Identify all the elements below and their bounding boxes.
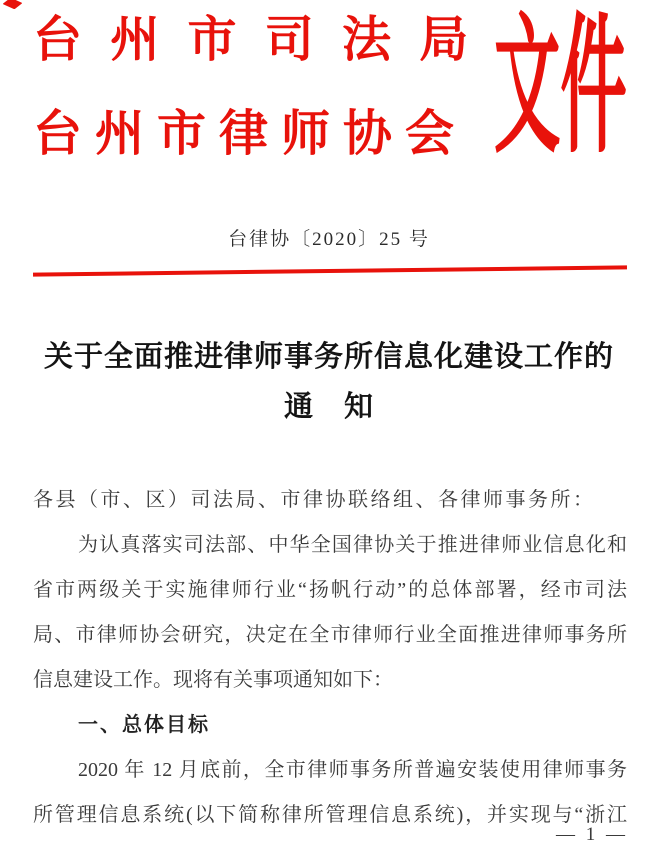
page-number: — 1 — — [556, 824, 628, 845]
paragraph2-line1: 2020 年 12 月底前，全市律师事务所普遍安装使用律师事务 — [78, 759, 627, 781]
issuer-name-line2: 台州市律师协会 — [33, 106, 468, 161]
paragraph1-line4: 信息建设工作。现将有关事项通知如下： — [33, 669, 393, 691]
issuer-name-line1: 台 州 市 司 法 局 — [33, 12, 477, 67]
red-divider-rule — [33, 265, 627, 276]
document-title-line1: 关于全面推进律师事务所信息化建设工作的 — [43, 341, 614, 373]
section1-heading: 一、总体目标 — [78, 714, 210, 736]
document-title — [0, 332, 658, 432]
document-number: 台律协〔2020〕25 号 — [228, 229, 430, 250]
paragraph1-line2: 省市两级关于实施律师行业“扬帆行动”的总体部署，经市司法 — [33, 579, 627, 601]
doc-type-label: 文件 — [494, 6, 627, 172]
salutation-line: 各县（市、区）司法局、市律协联络组、各律师事务所： — [33, 489, 596, 511]
paragraph2-line2: 所管理信息系统(以下简称律所管理信息系统)，并实现与“浙江 — [33, 804, 627, 826]
paragraph1-line3: 局、市律师协会研究，决定在全市律师行业全面推进律师事务所 — [33, 624, 627, 646]
scan-artifact-mark — [3, 0, 23, 9]
paragraph1-line1: 为认真落实司法部、中华全国律协关于推进律师业信息化和 — [78, 534, 627, 556]
document-title-line2: 通 知 — [283, 391, 374, 423]
document-body — [33, 478, 627, 838]
